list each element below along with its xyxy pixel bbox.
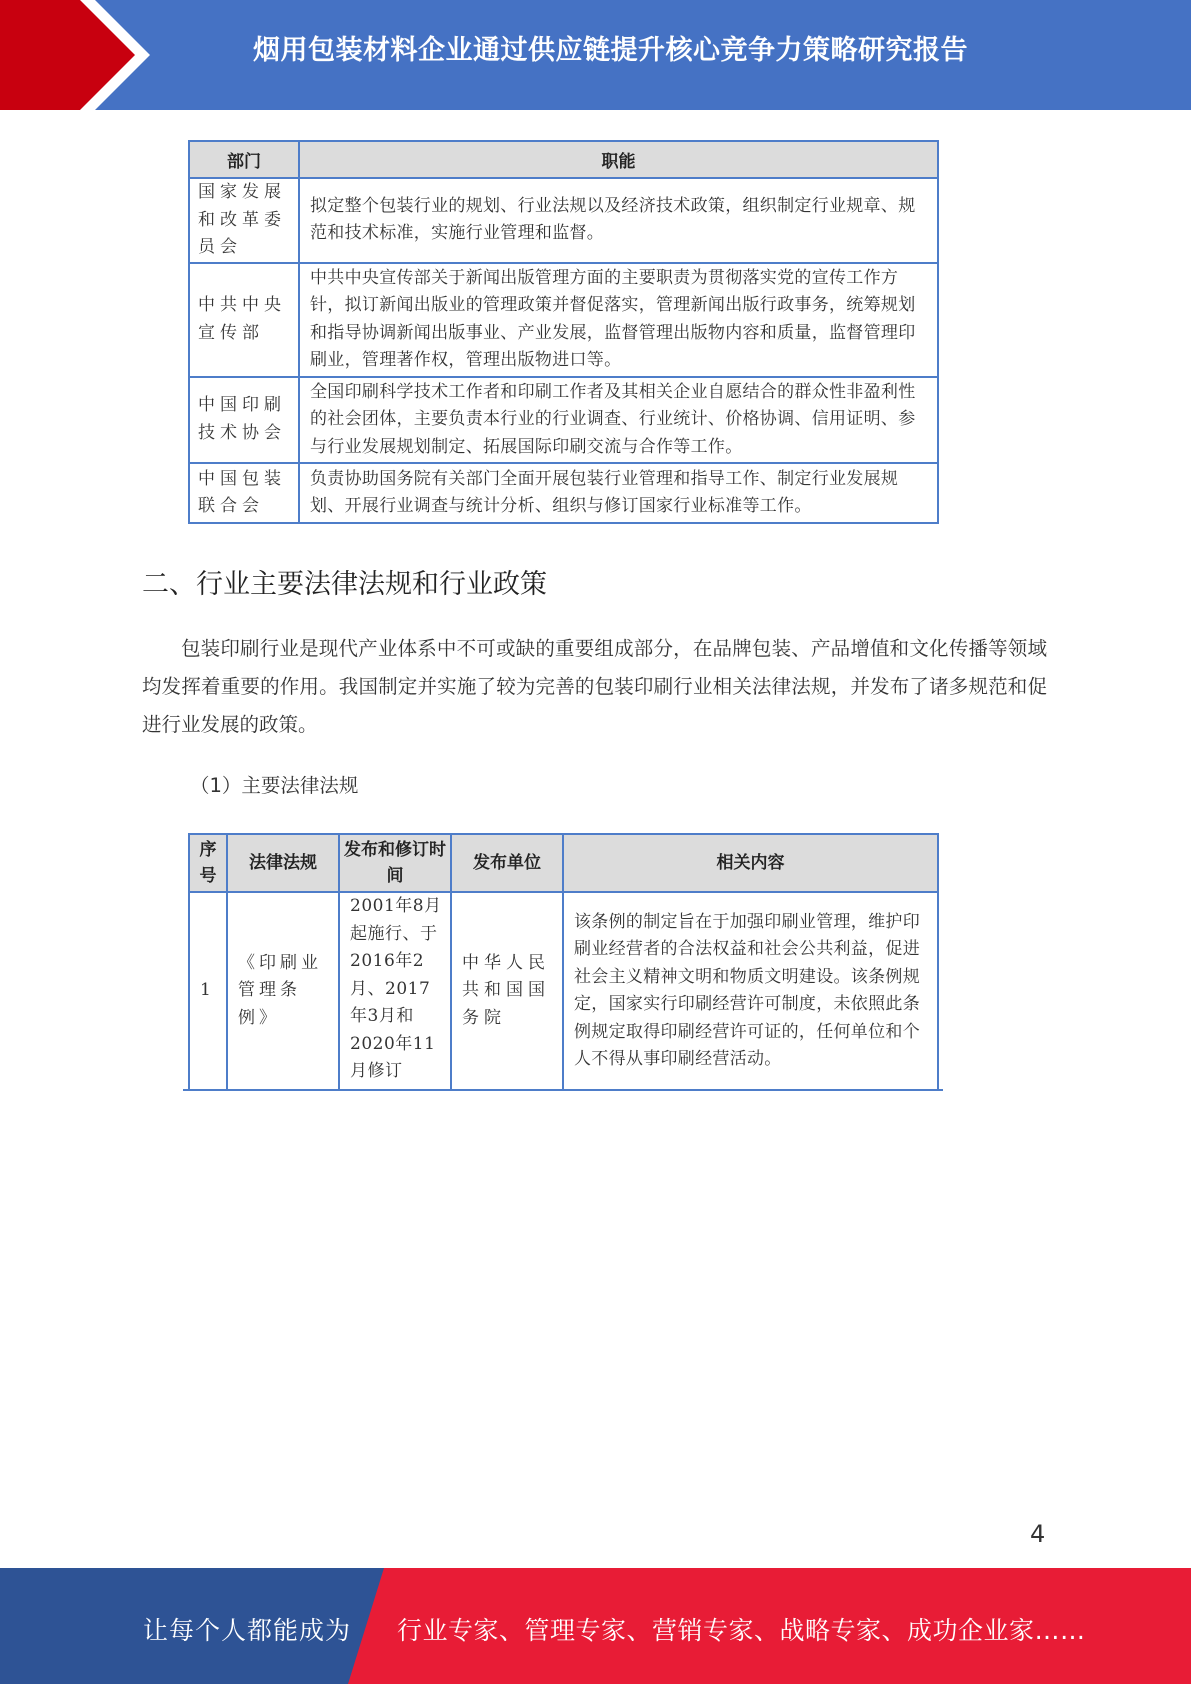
department-name: 国家发展和改革委员会: [189, 178, 299, 263]
page-header: [0, 0, 1191, 110]
column-header-function: 职能: [299, 141, 938, 178]
table-header-row: [189, 141, 938, 178]
column-header-content: 相关内容: [563, 834, 938, 892]
section-paragraph: 包装印刷行业是现代产业体系中不可或缺的重要组成部分，在品牌包装、产品增值和文化传播等领域均发挥着重要的作用。我国制定并实施了较为完善的包装印刷行业相关法律法规，并发布了诸多规范和促进行业发展的政策。: [142, 637, 1047, 736]
department-name: 中共中央宣传部: [189, 263, 299, 377]
column-header-unit: 发布单位: [451, 834, 563, 892]
department-function: 负责协助国务院有关部门全面开展包装行业管理和指导工作、制定行业发展规划、开展行业调查与统计分析、组织与修订国家行业标准等工作。: [299, 463, 938, 523]
table-row: [189, 463, 938, 523]
table-row: [189, 377, 938, 464]
report-title: 烟用包装材料企业通过供应链提升核心竞争力策略研究报告: [253, 35, 968, 66]
law-name: 《印刷业管理条例》: [227, 892, 339, 1090]
law-time: 2001年8月起施行、于2016年2月、2017年3月和2020年11月修订: [339, 892, 451, 1090]
table-underline: [183, 1089, 943, 1091]
table-row: [189, 892, 938, 1090]
law-content: 该条例的制定旨在于加强印刷业管理，维护印刷业经营者的合法权益和社会公共利益，促进社会主义精神文明和物质文明建设。该条例规定，国家实行印刷经营许可制度，未依照此条例规定取得印刷经营许可证的，任何单位和个人不得从事印刷经营活动。: [563, 892, 938, 1090]
page-number: 4: [1030, 1520, 1046, 1548]
law-unit: 中华人民共和国国务院: [451, 892, 563, 1090]
page-footer: [0, 1568, 1191, 1684]
department-name: 中国印刷技术协会: [189, 377, 299, 464]
table-header-row: [189, 834, 938, 892]
department-function: 拟定整个包装行业的规划、行业法规以及经济技术政策，组织制定行业规章、规范和技术标准，实施行业管理和监督。: [299, 178, 938, 263]
department-function: 中共中央宣传部关于新闻出版管理方面的主要职责为贯彻落实党的宣传工作方针，拟订新闻出版业的管理政策并督促落实，管理新闻出版行政事务，统筹规划和指导协调新闻出版事业、产业发展，监督管理出版物内容和质量，监督管理印刷业，管理著作权，管理出版物进口等。: [299, 263, 938, 377]
column-header-seq: 序号: [189, 834, 227, 892]
table-row: [189, 178, 938, 263]
sub-heading: （1）主要法律法规: [190, 774, 359, 797]
footer-slogan-right: 行业专家、管理专家、营销专家、战略专家、成功企业家……: [397, 1616, 1086, 1645]
departments-table: [188, 140, 939, 524]
column-header-department: 部门: [189, 141, 299, 178]
column-header-time: 发布和修订时间: [339, 834, 451, 892]
table-row: [189, 263, 938, 377]
law-seq: 1: [189, 892, 227, 1090]
department-name: 中国包装联合会: [189, 463, 299, 523]
column-header-law: 法律法规: [227, 834, 339, 892]
footer-slogan-left: 让每个人都能成为: [143, 1616, 352, 1645]
section-heading: 二、行业主要法律法规和行业政策: [142, 569, 547, 600]
laws-table: [188, 833, 939, 1091]
department-function: 全国印刷科学技术工作者和印刷工作者及其相关企业自愿结合的群众性非盈利性的社会团体，主要负责本行业的行业调查、行业统计、价格协调、信用证明、参与行业发展规划制定、拓展国际印刷交流与合作等工作。: [299, 377, 938, 464]
